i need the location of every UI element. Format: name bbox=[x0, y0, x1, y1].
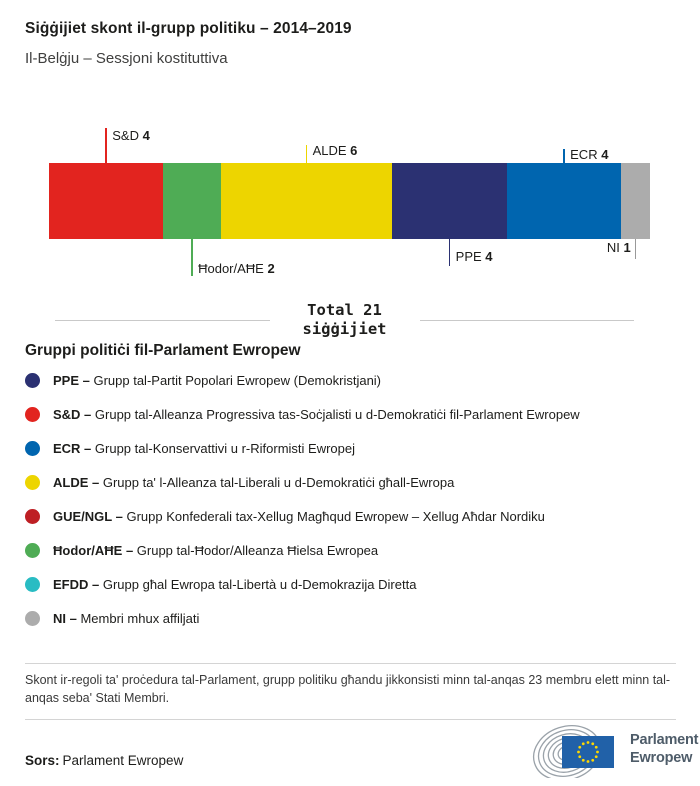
total-rule-right bbox=[420, 320, 635, 321]
callout-label bbox=[198, 261, 275, 276]
callout-tick bbox=[306, 145, 308, 163]
chart-area bbox=[49, 128, 650, 293]
group-color-dot bbox=[25, 543, 40, 558]
bar-segment bbox=[163, 163, 220, 239]
ep-logo bbox=[527, 722, 699, 778]
legend-heading: Gruppi politiċi fil-Parlament Ewropew bbox=[25, 342, 301, 359]
group-color-dot bbox=[25, 611, 40, 626]
legend-list bbox=[25, 373, 580, 626]
legend-item-desc: Grupp tal-Ħodor/Alleanza Ħielsa Ewropea bbox=[133, 543, 379, 558]
callout-group: S&D bbox=[112, 128, 139, 143]
legend-item-desc: Membri mhux affiljati bbox=[76, 611, 200, 626]
legend-item-desc: Grupp ta' l-Alleanza tal-Liberali u d-Demokratiċi għall-Ewropa bbox=[99, 475, 455, 490]
total-seats-label: Total 21 siġġijiet bbox=[302, 301, 387, 338]
bar-segment bbox=[221, 163, 393, 239]
legend-item-text bbox=[53, 577, 416, 592]
bar-segment bbox=[621, 163, 650, 239]
legend-item bbox=[25, 543, 580, 558]
legend-item-abbr: NI – bbox=[53, 611, 77, 626]
legend-item-text bbox=[53, 407, 580, 422]
legend-item-abbr: ALDE – bbox=[53, 475, 100, 490]
page-subtitle: Il-Belġju – Sessjoni kostituttiva bbox=[25, 50, 228, 67]
logo-wordmark: Parlament Ewropew bbox=[630, 732, 699, 766]
callout-seats: 2 bbox=[267, 261, 275, 276]
callout-label bbox=[313, 143, 358, 158]
footnote: Skont ir-regoli ta' proċedura tal-Parlament, grupp politiku għandu jikkonsisti minn tal-anqas 23 membru elett minn tal-anqas seba' Stati Membri. bbox=[25, 673, 671, 705]
callout-label bbox=[112, 128, 150, 143]
legend-item-desc: Grupp tal-Konservattivi u r-Riformisti Ewropej bbox=[91, 441, 355, 456]
group-color-dot bbox=[25, 577, 40, 592]
legend-item bbox=[25, 373, 580, 388]
callout-seats: 1 bbox=[623, 240, 631, 255]
group-color-dot bbox=[25, 441, 40, 456]
callout-tick bbox=[563, 149, 565, 163]
legend-item bbox=[25, 509, 580, 524]
callout-seats: 4 bbox=[601, 147, 609, 162]
source-label: Sors: bbox=[25, 753, 60, 768]
callout-label bbox=[456, 249, 493, 264]
callout-tick bbox=[105, 128, 107, 163]
seat-bar bbox=[49, 163, 650, 239]
page-title: Siġġijiet skont il-grupp politiku – 2014–2019 bbox=[25, 20, 352, 37]
callout-tick bbox=[191, 239, 193, 276]
legend-item-abbr: EFDD – bbox=[53, 577, 100, 592]
callout-group: Ħodor/AĦE bbox=[198, 261, 264, 276]
group-color-dot bbox=[25, 509, 40, 524]
legend-item bbox=[25, 475, 580, 490]
callout-tick bbox=[635, 239, 637, 259]
legend-item-text bbox=[53, 373, 381, 388]
callout-seats: 6 bbox=[350, 143, 358, 158]
callout-tick bbox=[449, 239, 451, 266]
total-seats-row bbox=[55, 301, 634, 339]
eu-flag-icon bbox=[562, 736, 614, 768]
callout-seats: 4 bbox=[142, 128, 150, 143]
callout-group: ALDE bbox=[312, 143, 347, 158]
group-color-dot bbox=[25, 373, 40, 388]
legend-item-desc: Grupp tal-Partit Popolari Ewropew (Demokristjani) bbox=[89, 373, 382, 388]
legend-item-desc: Grupp għal Ewropa tal-Libertà u d-Demokrazija Diretta bbox=[99, 577, 417, 592]
callout-seats: 4 bbox=[485, 249, 493, 264]
callout-label bbox=[570, 147, 608, 162]
bar-segment bbox=[507, 163, 621, 239]
legend-item-abbr: GUE/NGL – bbox=[53, 509, 123, 524]
bar-segment bbox=[49, 163, 163, 239]
callout-label bbox=[607, 240, 631, 255]
divider-bottom bbox=[25, 719, 676, 720]
callout-group: NI bbox=[606, 240, 620, 255]
legend-item-abbr: ECR – bbox=[53, 441, 92, 456]
legend-item-desc: Grupp tal-Alleanza Progressiva tas-Soċjalisti u d-Demokratiċi fil-Parlament Ewropew bbox=[91, 407, 580, 422]
legend-item-text bbox=[53, 441, 355, 456]
legend-item-text bbox=[53, 475, 454, 490]
group-color-dot bbox=[25, 475, 40, 490]
total-rule-left bbox=[55, 320, 270, 321]
source-line bbox=[25, 753, 183, 768]
legend-item bbox=[25, 441, 580, 456]
bar-segment bbox=[392, 163, 506, 239]
legend-item-text bbox=[53, 611, 199, 626]
legend-item bbox=[25, 577, 580, 592]
divider-top bbox=[25, 663, 676, 664]
legend-item-text bbox=[53, 543, 378, 558]
group-color-dot bbox=[25, 407, 40, 422]
legend-item-abbr: Ħodor/AĦE – bbox=[53, 543, 134, 558]
callout-group: ECR bbox=[570, 147, 598, 162]
callout-group: PPE bbox=[455, 249, 482, 264]
legend-item bbox=[25, 407, 580, 422]
legend-item-desc: Grupp Konfederali tax-Xellug Magħqud Ewropew – Xellug Aħdar Nordiku bbox=[122, 509, 545, 524]
legend-item bbox=[25, 611, 580, 626]
legend-item-abbr: PPE – bbox=[53, 373, 90, 388]
legend-item-text bbox=[53, 509, 545, 524]
legend-item-abbr: S&D – bbox=[53, 407, 92, 422]
source-value: Parlament Ewropew bbox=[62, 753, 184, 768]
